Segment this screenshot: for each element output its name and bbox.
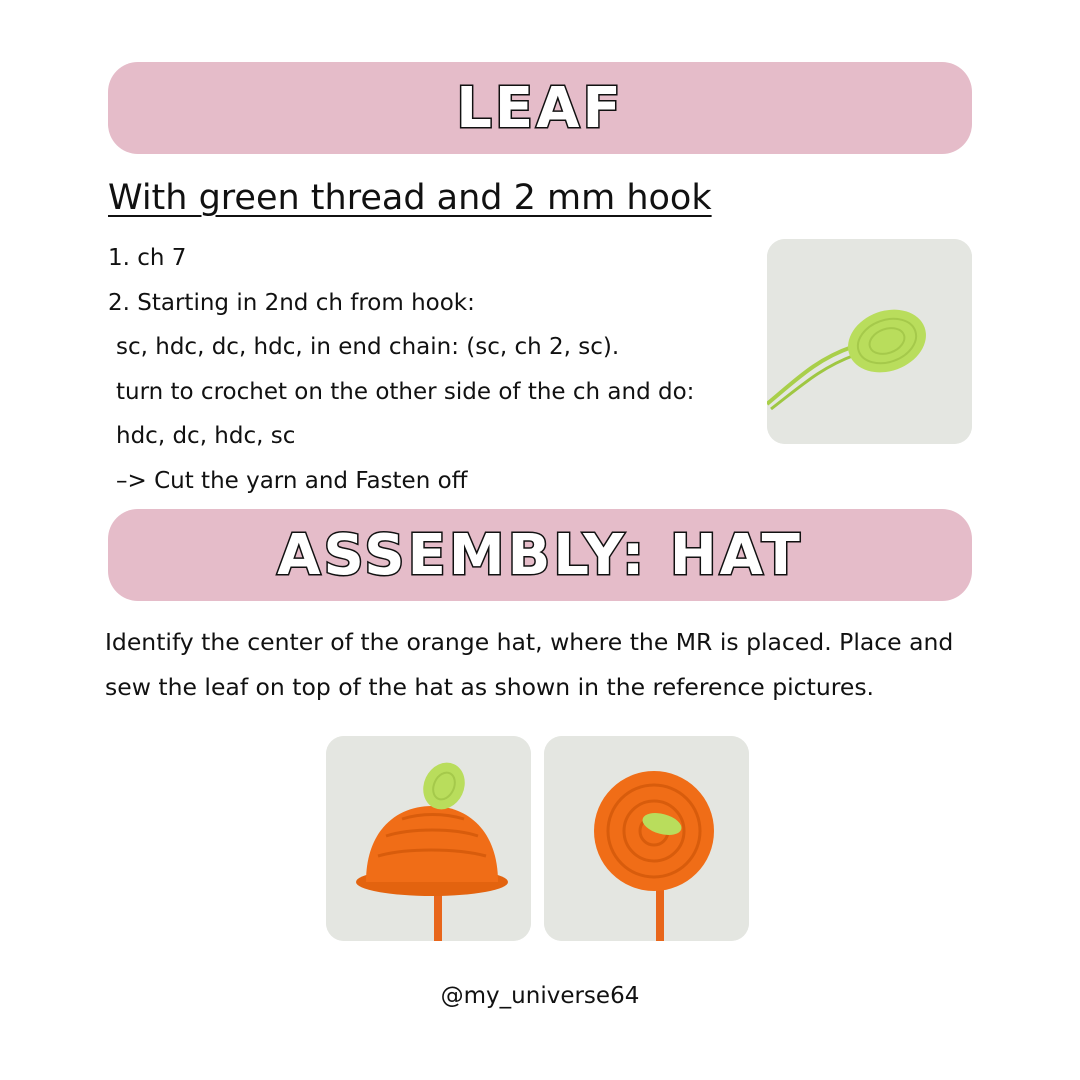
instruction-step: 2. Starting in 2nd ch from hook: (108, 289, 475, 316)
assembly-instructions: Identify the center of the orange hat, where the MR is placed. Place and sew the leaf on top of the hat as shown in the reference pictures. (105, 628, 954, 701)
assembly-section-banner (108, 509, 972, 601)
instruction-step: 1. ch 7 (108, 245, 187, 271)
instruction-step: sc, hdc, dc, hdc, in end chain: (sc, ch 2, sc). (116, 334, 620, 360)
leaf-photo (767, 239, 972, 444)
instruction-step: turn to crochet on the other side of the ch and do: (116, 378, 695, 405)
hat-top-illustration (544, 736, 749, 941)
instruction-step: hdc, dc, hdc, sc (116, 423, 296, 449)
hat-top-photo (544, 736, 749, 941)
leaf-photo-illustration (767, 239, 972, 444)
instruction-step: –> Cut the yarn and Fasten off (116, 467, 468, 494)
leaf-materials-heading: With green thread and 2 mm hook (108, 178, 712, 218)
hat-side-illustration (326, 736, 531, 941)
author-handle: @my_universe64 (440, 983, 640, 1009)
leaf-section-title: LEAF (456, 75, 624, 141)
leaf-instructions-list (108, 236, 748, 503)
hat-side-photo (326, 736, 531, 941)
leaf-section-banner (108, 62, 972, 154)
assembly-section-title: ASSEMBLY: HAT (277, 522, 803, 588)
